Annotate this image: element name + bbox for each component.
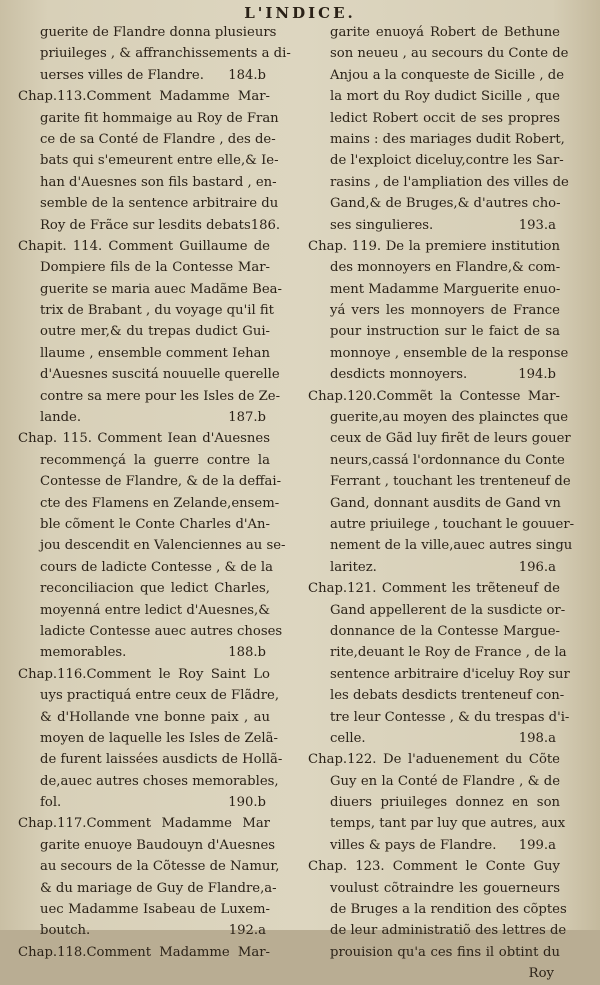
entry-line: Gand, donnant ausdits de Gand vn xyxy=(330,495,561,511)
page-reference: 186. xyxy=(250,217,281,233)
entry-last-line xyxy=(18,642,270,663)
entry-line: rasins , de l'ampliation des villes de xyxy=(330,174,569,190)
entry-line: les debats desdicts trenteneuf con- xyxy=(330,688,565,704)
entry-last-line xyxy=(18,920,270,941)
page-reference: 184.b xyxy=(228,67,266,83)
entry-line: Gand appellerent de la susdicte or- xyxy=(330,602,566,618)
entry-line: ble cõment le Conte Charles d'An- xyxy=(40,516,270,532)
page-reference: 190.b xyxy=(228,795,266,811)
entry-line: llaume , ensemble comment Iehan xyxy=(40,345,270,361)
entry-line: Chap.116.Comment le Roy Saint Lo xyxy=(18,666,270,682)
entry-line: Anjou a la conqueste de Sicille , de xyxy=(330,67,565,83)
entry-last-text: boutch. xyxy=(40,923,91,939)
entry-line: temps, tant par luy que autres, aux xyxy=(330,816,566,832)
entry-line: uys practiquá entre ceux de Flãdre, xyxy=(40,688,280,704)
page-reference: 196.a xyxy=(518,559,556,575)
index-entry xyxy=(308,22,569,236)
entry-line: diuers priuileges donnez en son xyxy=(330,795,560,811)
page-reference: 199.a xyxy=(518,837,556,853)
entry-line: de l'exploict diceluy,contre les Sar- xyxy=(330,153,564,169)
index-entry xyxy=(18,942,270,963)
entry-line: sentence arbitraire d'iceluy Roy sur xyxy=(330,666,570,682)
entry-last-text: celle. xyxy=(330,730,366,746)
entry-last-text: ses singulieres. xyxy=(330,217,434,233)
entry-line: son neueu , au secours du Conte de xyxy=(330,46,569,62)
entry-line: Chap.113.Comment Madamme Mar- xyxy=(18,89,270,105)
entry-line: Chap.118.Comment Madamme Mar- xyxy=(18,944,270,960)
entry-line: ment Madamme Marguerite enuo- xyxy=(330,281,561,297)
index-entry xyxy=(308,386,575,579)
entry-last-line xyxy=(18,65,270,86)
entry-line: garite enuoye Baudouyn d'Auesnes xyxy=(40,837,276,853)
page-reference: 198.a xyxy=(518,730,556,746)
entry-line: cours de ladicte Contesse , & de la xyxy=(40,559,273,575)
entry-line: outre mer,& du trepas dudict Gui- xyxy=(40,324,270,340)
entry-line: au secours de la Cõtesse de Namur, xyxy=(40,859,280,875)
entry-line: Chapit. 114. Comment Guillaume de xyxy=(18,238,270,254)
page-reference: 192.a xyxy=(228,923,266,939)
entry-line: neurs,cassá l'ordonnance du Conte xyxy=(330,452,565,468)
index-entry xyxy=(18,86,281,236)
entry-line: ledict Robert occit de ses propres xyxy=(330,110,560,126)
index-entry xyxy=(18,236,282,429)
entry-last-line xyxy=(308,215,560,236)
index-entry xyxy=(18,428,286,663)
index-entry xyxy=(308,749,566,856)
entry-line: jou descendit en Valenciennes au se- xyxy=(40,538,286,554)
entry-line: guerite se maria auec Madãme Bea- xyxy=(40,281,282,297)
entry-line: rite,deuant le Roy de France , de la xyxy=(330,645,567,661)
left-column xyxy=(18,22,291,963)
entry-last-text: desdicts monnoyers. xyxy=(330,367,468,383)
entry-line: contre sa mere pour les Isles de Ze- xyxy=(40,388,281,404)
entry-line: ceux de Gãd luy firẽt de leurs gouer xyxy=(330,431,571,447)
entry-line: Chap.117.Comment Madamme Mar xyxy=(18,816,270,832)
entry-line: semble de la sentence arbitraire du xyxy=(40,196,279,212)
entry-last-line xyxy=(308,557,560,578)
entry-line: Dompiere fils de la Contesse Mar- xyxy=(40,260,270,276)
entry-last-text: villes & pays de Flandre. xyxy=(330,837,497,853)
page-reference: 193.a xyxy=(518,217,556,233)
page-reference: 188.b xyxy=(228,645,266,661)
entry-last-text: Roy de Frãce sur lesdits debats xyxy=(40,217,251,233)
entry-line: Chap.120.Commẽt la Contesse Mar- xyxy=(308,388,560,404)
index-entry xyxy=(308,578,570,749)
entry-line: yá vers les monnoyers de France xyxy=(330,303,560,319)
running-header: L'INDICE. xyxy=(244,4,356,22)
index-entry xyxy=(18,664,283,814)
entry-line: guerite de Flandre donna plusieurs xyxy=(40,25,277,40)
entry-line: Chap. 115. Comment Iean d'Auesnes xyxy=(18,431,270,447)
index-entry xyxy=(18,813,280,941)
entry-line: Chap.121. Comment les trẽteneuf de xyxy=(308,581,560,597)
entry-last-text: laritez. xyxy=(330,559,377,575)
entry-line: d'Auesnes suscitá nouuelle querelle xyxy=(40,367,280,383)
entry-line: mains : des mariages dudit Robert, xyxy=(330,131,565,147)
entry-line: & du mariage de Guy de Flandre,a- xyxy=(40,880,277,896)
entry-line: donnance de la Contesse Margue- xyxy=(330,623,560,639)
entry-line: de leur administratiõ des lettres de xyxy=(330,923,567,939)
index-entry xyxy=(18,22,291,86)
entry-line: de,auec autres choses memorables, xyxy=(40,773,279,789)
entry-line: ladicte Contesse auec autres choses xyxy=(40,623,283,639)
entry-line: han d'Auesnes son fils bastard , en- xyxy=(40,174,277,190)
entry-line: tre leur Contesse , & du trespas d'i- xyxy=(330,709,570,725)
entry-line: Gand,& de Bruges,& d'autres cho- xyxy=(330,196,561,212)
entry-last-line xyxy=(18,215,281,236)
catchword: Roy xyxy=(528,966,554,982)
entry-last-text: lande. xyxy=(40,410,82,426)
entry-last-line xyxy=(308,728,560,749)
entry-line: recommençá la guerre contre la xyxy=(40,452,270,468)
entry-last-line xyxy=(308,364,560,385)
entry-line: autre priuilege , touchant le gouuer- xyxy=(330,516,575,532)
entry-line: garite enuoyá Robert de Bethune xyxy=(330,25,560,40)
entry-line: pour instruction sur le faict de sa xyxy=(330,324,560,340)
entry-line: Ferrant , touchant les trenteneuf de xyxy=(330,474,571,490)
entry-line: priuileges , & affranchissements a di- xyxy=(40,46,291,62)
entry-line: la mort du Roy dudict Sicille , que xyxy=(330,89,560,105)
entry-line: monnoye , ensemble de la response xyxy=(330,345,569,361)
entry-line: nement de la ville,auec autres singu xyxy=(330,538,573,554)
entry-line: Chap. 119. De la premiere institution xyxy=(308,238,560,254)
entry-line: moyen de laquelle les Isles de Zelã- xyxy=(40,730,278,746)
page-reference: 194.b xyxy=(518,367,556,383)
entry-line: Guy en la Conté de Flandre , & de xyxy=(330,773,560,789)
entry-line: & d'Hollande vne bonne paix , au xyxy=(40,709,270,725)
entry-line: prouision qu'a ces fins il obtint du xyxy=(330,944,560,960)
entry-line: trix de Brabant , du voyage qu'il fit xyxy=(40,303,274,319)
entry-last-text: fol. xyxy=(40,795,62,811)
entry-line: reconciliacion que ledict Charles, xyxy=(40,581,270,597)
entry-line: guerite,au moyen des plainctes que xyxy=(330,410,569,426)
entry-line: ce de sa Conté de Flandre , des de- xyxy=(40,131,276,147)
entry-line: de furent laissées ausdicts de Hollã- xyxy=(40,752,283,768)
entry-last-line xyxy=(308,835,560,856)
entry-line: Chap. 123. Comment le Conte Guy xyxy=(308,859,560,875)
right-column xyxy=(308,22,575,985)
entry-last-line xyxy=(18,792,270,813)
entry-line: des monnoyers en Flandre,& com- xyxy=(330,260,561,276)
entry-line: garite fit hommaige au Roy de Fran xyxy=(40,110,279,126)
entry-last-text: uerses villes de Flandre. xyxy=(40,67,204,83)
page-reference: 187.b xyxy=(228,410,266,426)
entry-line: bats qui s'emeurent entre elle,& Ie- xyxy=(40,153,279,169)
index-entry xyxy=(308,856,567,963)
entry-line: Contesse de Flandre, & de la deffai- xyxy=(40,474,282,490)
entry-line: cte des Flamens en Zelande,ensem- xyxy=(40,495,280,511)
entry-line: Chap.122. De l'aduenement du Cõte xyxy=(308,752,560,768)
entry-line: voulust cõtraindre les gouerneurs xyxy=(330,880,560,896)
index-entry xyxy=(308,236,569,386)
entry-last-text: memorables. xyxy=(40,645,127,661)
entry-line: de Bruges a la rendition des cõptes xyxy=(330,902,567,918)
entry-line: moyenná entre ledict d'Auesnes,& xyxy=(40,602,270,618)
entry-last-line xyxy=(18,407,270,428)
entry-line: uec Madamme Isabeau de Luxem- xyxy=(40,902,270,918)
